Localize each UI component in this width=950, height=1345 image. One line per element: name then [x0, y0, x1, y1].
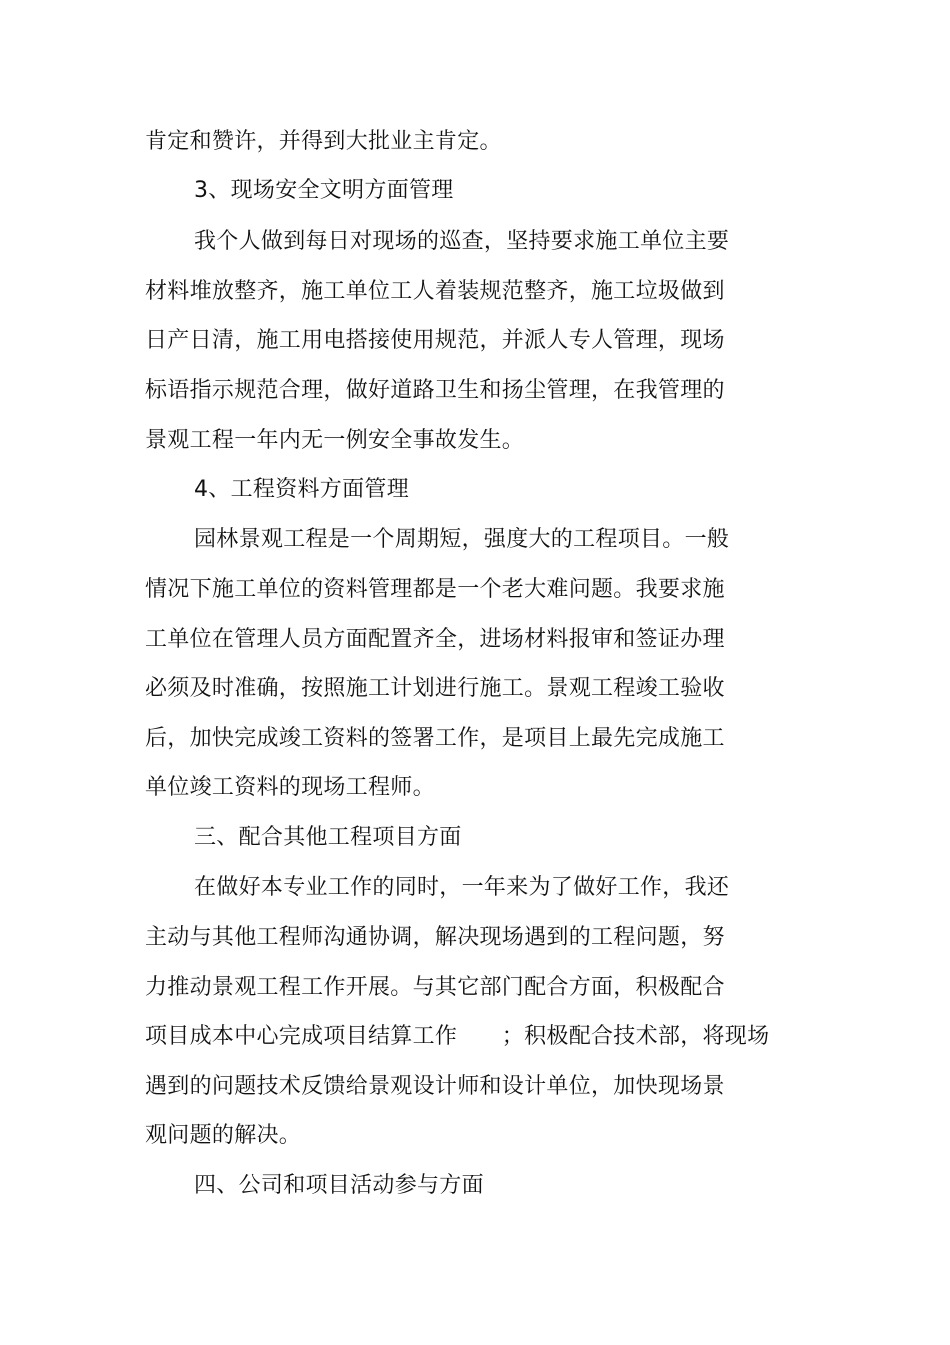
paragraph-line: 景观工程一年内无一例安全事故发生。 [145, 428, 525, 453]
paragraph-line: 材料堆放整齐，施工单位工人着装规范整齐，施工垃圾做到 [145, 279, 725, 304]
paragraph-line: 我个人做到每日对现场的巡查，坚持要求施工单位主要 [194, 229, 730, 254]
paragraph-line: 日产日清，施工用电搭接使用规范，并派人专人管理，现场 [145, 328, 725, 353]
paragraph-line: 主动与其他工程师沟通协调，解决现场遇到的工程问题，努 [145, 925, 725, 950]
section-heading: 四、公司和项目活动参与方面 [194, 1173, 484, 1198]
paragraph-line: 力推动景观工程工作开展。与其它部门配合方面，积极配合 [145, 975, 725, 1000]
section-heading: 三、配合其他工程项目方面 [194, 825, 462, 850]
paragraph-line: 工单位在管理人员方面配置齐全，进场材料报审和签证办理 [145, 627, 725, 652]
paragraph-line: 后，加快完成竣工资料的签署工作，是项目上最先完成施工 [145, 726, 725, 751]
paragraph-line: 情况下施工单位的资料管理都是一个老大难问题。我要求施 [145, 577, 725, 602]
paragraph-line: 标语指示规范合理，做好道路卫生和扬尘管理，在我管理的 [145, 378, 725, 403]
paragraph-line: 园林景观工程是一个周期短，强度大的工程项目。一般 [194, 527, 730, 552]
paragraph-line: 肯定和赞许，并得到大批业主肯定。 [145, 129, 502, 154]
paragraph-line: 必须及时准确，按照施工计划进行施工。景观工程竣工验收 [145, 676, 725, 701]
section-heading: 4、工程资料方面管理 [194, 477, 409, 502]
paragraph-line: 遇到的问题技术反馈给景观设计师和设计单位，加快现场景 [145, 1074, 725, 1099]
paragraph-line: 在做好本专业工作的同时，一年来为了做好工作，我还 [194, 875, 730, 900]
section-heading: 3、现场安全文明方面管理 [194, 178, 454, 203]
paragraph-line: 观问题的解决。 [145, 1123, 302, 1148]
paragraph-line: 项目成本中心完成项目结算工作 ；积极配合技术部，将现场 [145, 1024, 770, 1049]
paragraph-line: 单位竣工资料的现场工程师。 [145, 775, 435, 800]
